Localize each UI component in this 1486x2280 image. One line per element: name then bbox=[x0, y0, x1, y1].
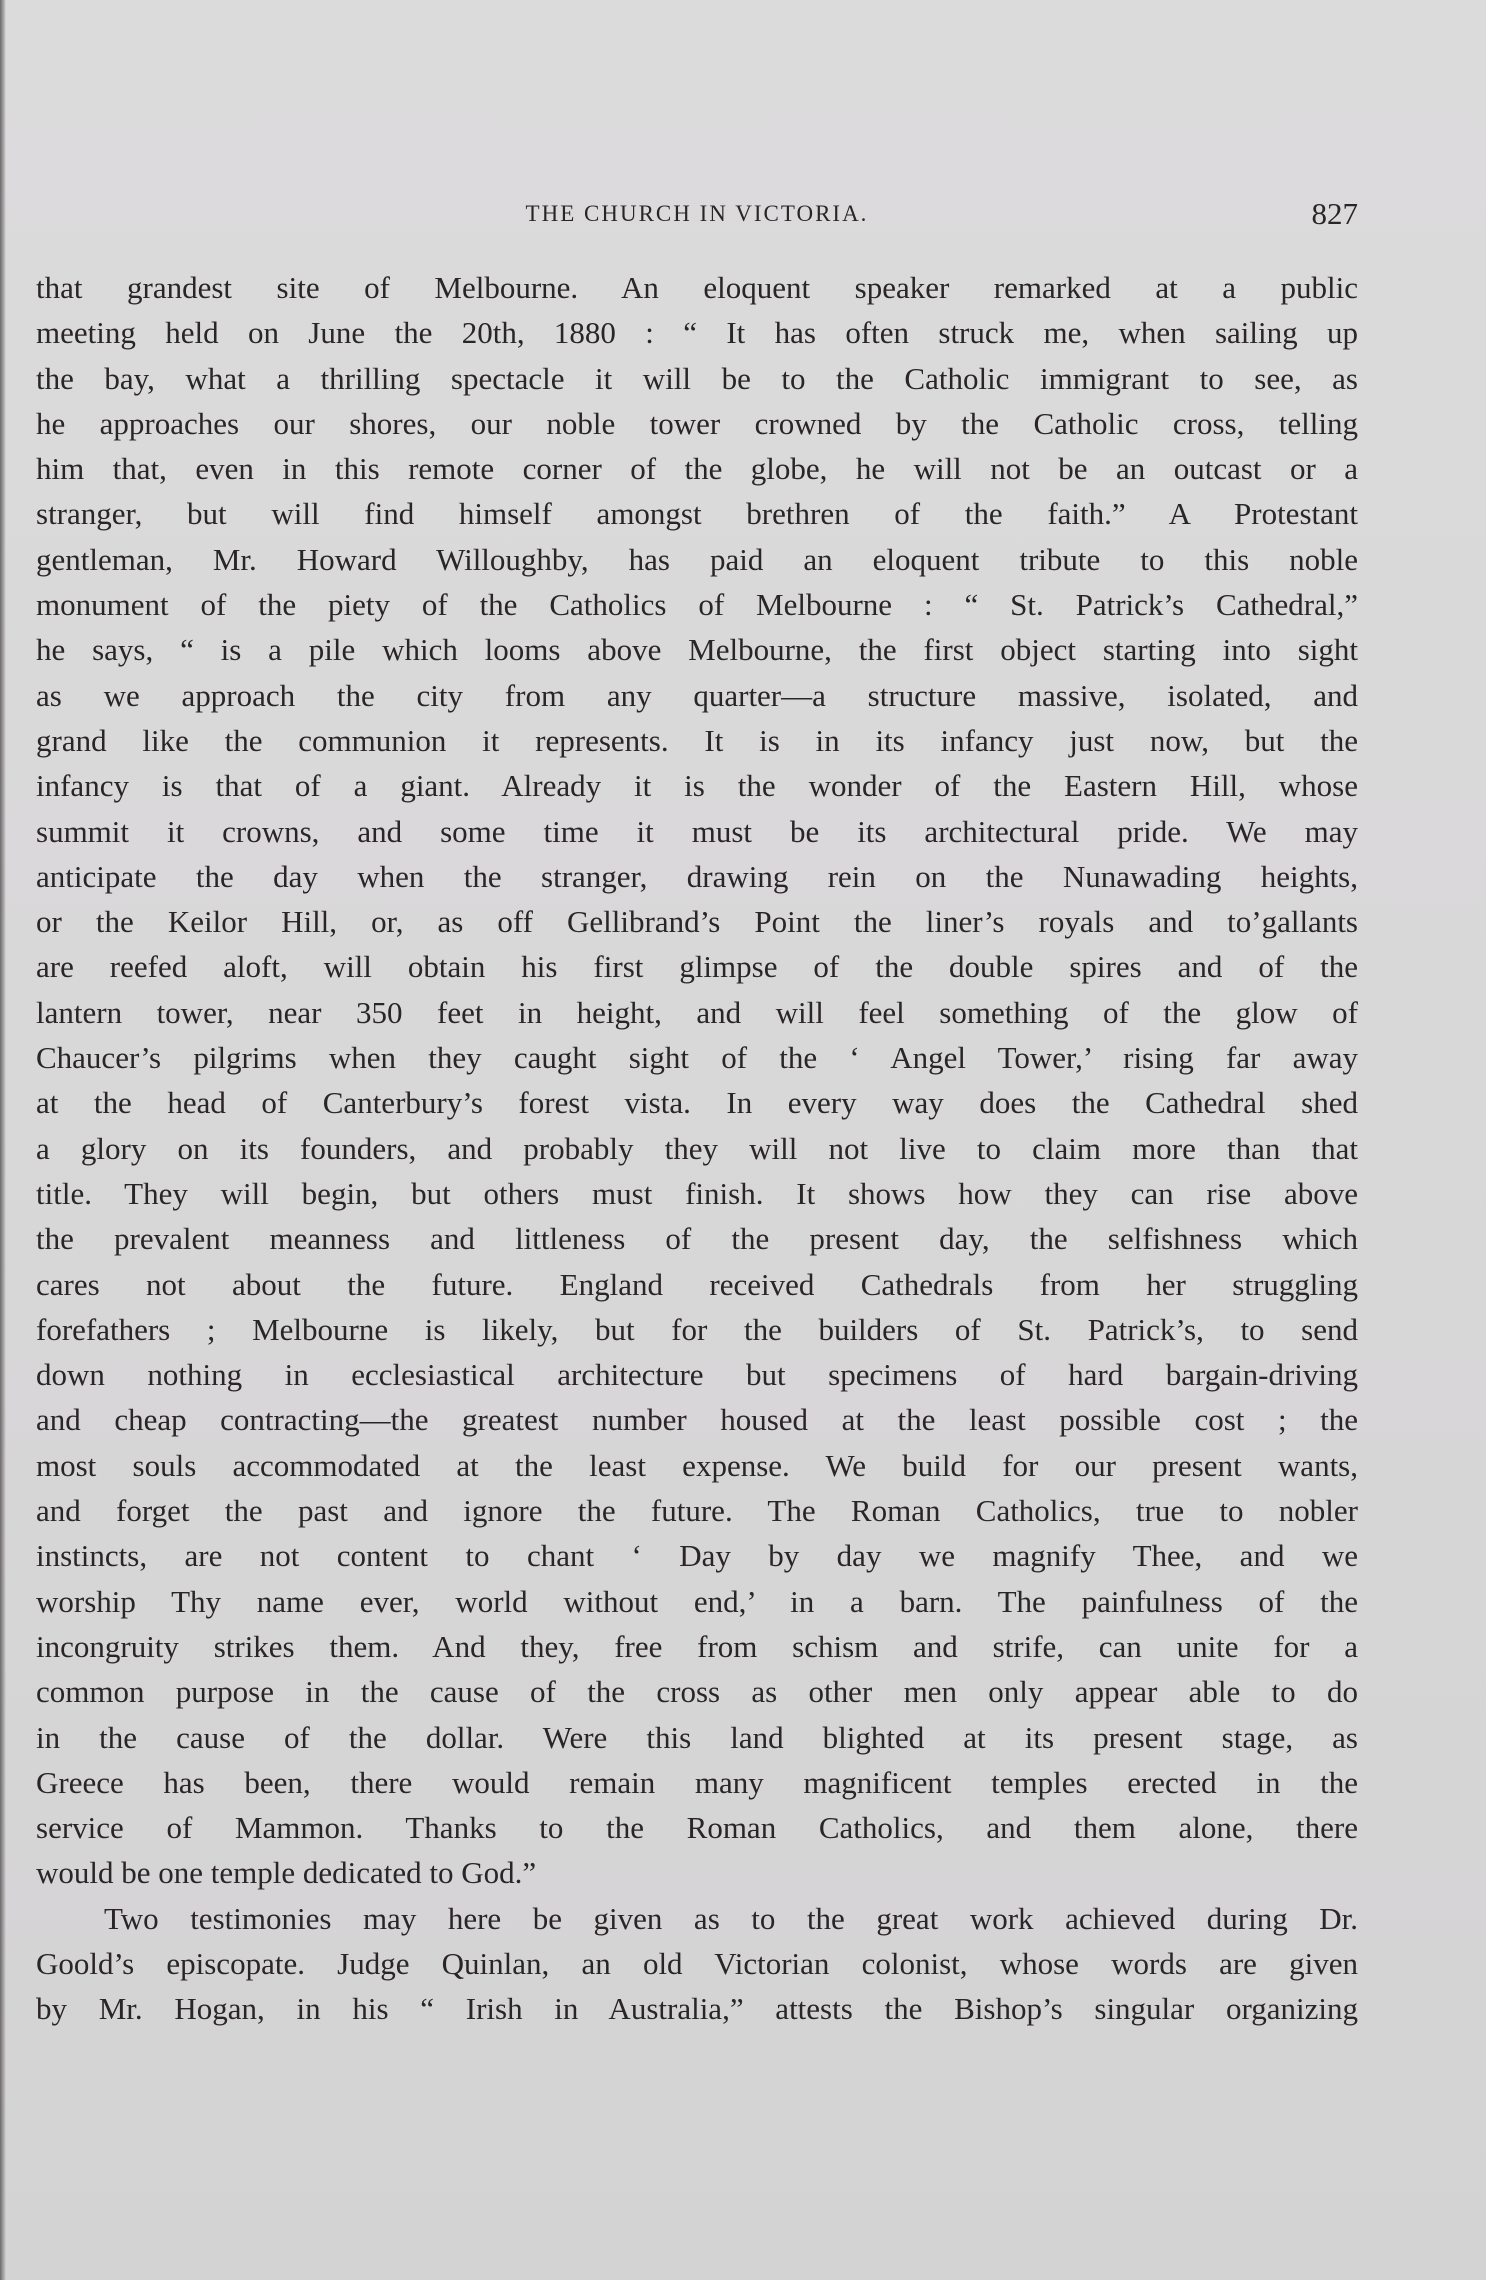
text-line: he approaches our shores, our noble tower crowned by the Catholic cross, telling bbox=[36, 405, 1358, 441]
running-title: THE CHURCH IN VICTORIA. bbox=[525, 201, 869, 226]
text-line: as we approach the city from any quarter—a structure massive, isolated, and bbox=[36, 677, 1358, 713]
text-line: lantern tower, near 350 feet in height, and will feel something of the glow of bbox=[36, 994, 1358, 1030]
text-line: Greece has been, there would remain many magnificent temples erected in the bbox=[36, 1764, 1358, 1800]
text-line: instincts, are not content to chant ‘ Day by day we magnify Thee, and we bbox=[36, 1538, 1358, 1574]
text-line: incongruity strikes them. And they, free from schism and strife, can unite for a bbox=[36, 1628, 1358, 1664]
text-line: grand like the communion it represents. It is in its infancy just now, but the bbox=[36, 722, 1358, 758]
text-line: meeting held on June the 20th, 1880 : “ It has often struck me, when sailing up bbox=[36, 315, 1358, 351]
text-line: down nothing in ecclesiastical architecture but specimens of hard bargain-driving bbox=[36, 1357, 1358, 1393]
text-line: the bay, what a thrilling spectacle it will be to the Catholic immigrant to see, as bbox=[36, 360, 1358, 396]
text-line: anticipate the day when the stranger, drawing rein on the Nunawading heights, bbox=[36, 858, 1358, 894]
text-line: that grandest site of Melbourne. An eloquent speaker remarked at a public bbox=[36, 270, 1358, 305]
text-line: him that, even in this remote corner of the globe, he will not be an outcast or a bbox=[36, 451, 1358, 487]
text-line: would be one temple dedicated to God.” bbox=[36, 1855, 537, 1891]
text-line: at the head of Canterbury’s forest vista. In every way does the Cathedral shed bbox=[36, 1085, 1358, 1121]
text-line: title. They will begin, but others must finish. It shows how they can rise above bbox=[36, 1175, 1358, 1211]
text-line: a glory on its founders, and probably they will not live to claim more than that bbox=[36, 1130, 1358, 1166]
text-line: service of Mammon. Thanks to the Roman Catholics, and them alone, there bbox=[36, 1810, 1358, 1846]
running-head bbox=[36, 196, 1358, 232]
text-line: forefathers ; Melbourne is likely, but for the builders of St. Patrick’s, to send bbox=[36, 1311, 1358, 1347]
text-line: monument of the piety of the Catholics of Melbourne : “ St. Patrick’s Cathedral,” bbox=[36, 587, 1358, 623]
text-line: cares not about the future. England received Cathedrals from her struggling bbox=[36, 1266, 1358, 1302]
text-line: worship Thy name ever, world without end,’ in a barn. The painfulness of the bbox=[36, 1583, 1358, 1619]
text-line: summit it crowns, and some time it must be its architectural pride. We may bbox=[36, 813, 1358, 849]
text-line: gentleman, Mr. Howard Willoughby, has paid an eloquent tribute to this noble bbox=[36, 541, 1358, 577]
text-line: by Mr. Hogan, in his “ Irish in Australia,” attests the Bishop’s singular organizing bbox=[36, 1991, 1358, 2027]
text-line: Chaucer’s pilgrims when they caught sight of the ‘ Angel Tower,’ rising far away bbox=[36, 1040, 1358, 1076]
body-text bbox=[36, 265, 1358, 2032]
text-line: or the Keilor Hill, or, as off Gellibrand’s Point the liner’s royals and to’gallants bbox=[36, 904, 1358, 940]
text-line: common purpose in the cause of the cross as other men only appear able to do bbox=[36, 1674, 1358, 1710]
text-line: stranger, but will find himself amongst brethren of the faith.” A Protestant bbox=[36, 496, 1358, 532]
text-line: Two testimonies may here be given as to the great work achieved during Dr. bbox=[104, 1900, 1358, 1936]
text-line: and forget the past and ignore the future. The Roman Catholics, true to nobler bbox=[36, 1493, 1358, 1529]
binding-edge bbox=[0, 0, 6, 2280]
text-line: in the cause of the dollar. Were this land blighted at its present stage, as bbox=[36, 1719, 1358, 1755]
text-line: are reefed aloft, will obtain his first glimpse of the double spires and of the bbox=[36, 949, 1358, 985]
text-line: the prevalent meanness and littleness of the present day, the selfishness which bbox=[36, 1221, 1358, 1257]
text-line: Goold’s episcopate. Judge Quinlan, an old Victorian colonist, whose words are given bbox=[36, 1945, 1358, 1981]
page-number: 827 bbox=[1311, 196, 1358, 231]
text-line: he says, “ is a pile which looms above Melbourne, the first object starting into sight bbox=[36, 632, 1358, 668]
text-line: most souls accommodated at the least expense. We build for our present wants, bbox=[36, 1447, 1358, 1483]
text-line: and cheap contracting—the greatest number housed at the least possible cost ; the bbox=[36, 1402, 1358, 1438]
text-line: infancy is that of a giant. Already it is the wonder of the Eastern Hill, whose bbox=[36, 768, 1358, 804]
